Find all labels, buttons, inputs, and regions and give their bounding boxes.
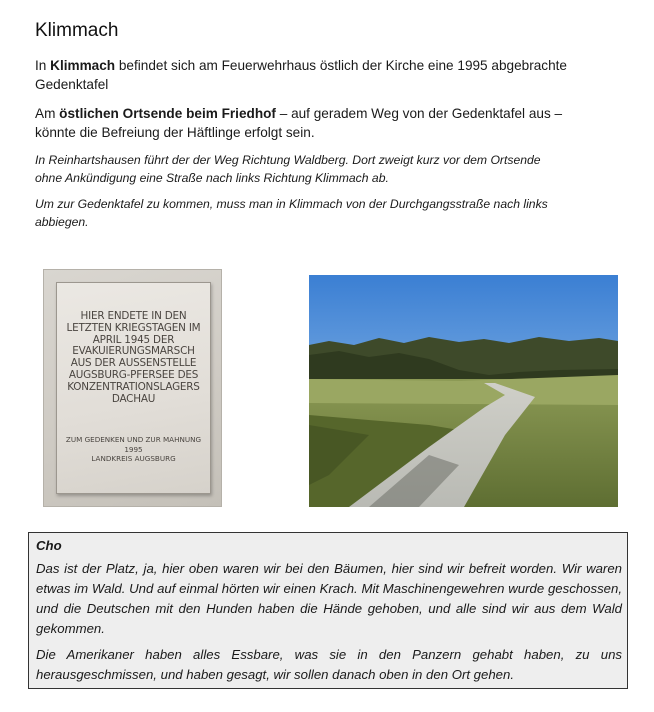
liberation-paragraph xyxy=(35,104,575,142)
plaque-sub-line: 1995 xyxy=(124,444,143,454)
landscape-photo xyxy=(309,275,618,507)
testimony-box xyxy=(28,532,628,689)
plaque-sub-line: ZUM GEDENKEN UND ZUR MAHNUNG xyxy=(65,435,202,444)
plaque-sub-line: LANDKREIS AUGSBURG xyxy=(91,454,176,463)
testimony-content xyxy=(36,536,622,691)
intro-paragraph xyxy=(35,56,575,94)
liberation-rest: – auf geradem Weg von der Gedenktafel aus – könnte die Befreiung der Häftlinge erfolgt sein. xyxy=(35,106,563,140)
plaque-dedication xyxy=(57,435,210,464)
memorial-plaque-photo xyxy=(43,269,222,507)
plaque-line: KONZENTRATIONSLAGERS xyxy=(67,380,200,393)
testimony-speaker: Cho xyxy=(36,538,62,553)
plaque-line: EVAKUIERUNGSMARSCH xyxy=(72,345,195,358)
plaque-line: AUS DER AUSSENSTELLE xyxy=(70,357,197,370)
plaque-inscription xyxy=(57,311,210,405)
liberation-prefix: Am xyxy=(35,106,60,121)
memorial-plaque xyxy=(56,282,211,494)
testimony-paragraph-2: Die Amerikaner haben alles Essbare, was sie in den Panzern gehabt haben, zu uns herausgeschmissen, und haben gesagt, wir sollen danach oben in den Ort gehen. xyxy=(36,647,622,682)
page-title: Klimmach xyxy=(35,20,119,41)
plaque-line: APRIL 1945 DER xyxy=(92,333,175,346)
plaque-line: AUGSBURG-PFERSEE DES xyxy=(68,368,199,381)
intro-prefix: In xyxy=(35,58,51,73)
directions-paragraph-1: In Reinhartshausen führt der der Weg Richtung Waldberg. Dort zweigt kurz vor dem Ortsende ohne Ankündigung eine Straße nach links Richtung Klimmach ab. xyxy=(35,153,541,185)
intro-rest: befindet sich am Feuerwehrhaus östlich der Kirche eine 1995 abgebrachte Gedenktafel xyxy=(35,58,567,92)
plaque-line: LETZTEN KRIEGSTAGEN IM xyxy=(66,321,201,334)
plaque-line: DACHAU xyxy=(111,392,156,405)
testimony-paragraph-1: Das ist der Platz, ja, hier oben waren wir bei den Bäumen, hier sind wir befreit worden. Wir waren etwas im Wald. Und auf einmal hörten wir einen Krach. Mit Maschinengewehren wurde geschossen, und die Deutschen mit den Hunden haben die Hände gehoben, und alle sind wir aus dem Wald gekommen. xyxy=(36,561,622,636)
directions-paragraph-2: Um zur Gedenktafel zu kommen, muss man in Klimmach von der Durchgangsstraße nach links abbiegen. xyxy=(35,197,548,229)
intro-bold-location: Klimmach xyxy=(50,58,116,73)
liberation-bold-location: östlichen Ortsende beim Friedhof xyxy=(59,106,276,121)
plaque-line: HIER ENDETE IN DEN xyxy=(80,310,187,322)
